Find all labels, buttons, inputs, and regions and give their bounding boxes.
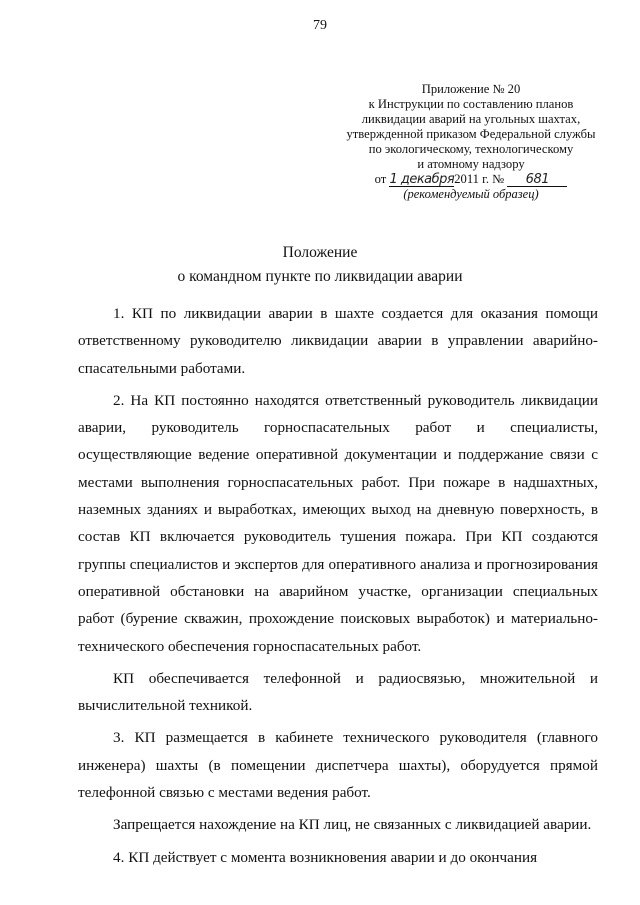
paragraph: Запрещается нахождение на КП лиц, не связанных с ликвидацией аварии. [113,816,592,834]
title-line-2: о командном пункте по ликвидации аварии [177,268,463,285]
paragraph: 3. КП размещается в кабинете технического руководителя (главного инженера) шахты (в помещении диспетчера шахты), оборудуется прямой телефонной связью с местами ведения работ. [78,729,598,802]
appendix-line: ликвидации аварий на угольных шахтах, [361,112,581,126]
paragraph: 2. На КП постоянно находятся ответственный руководитель ликвидации аварии, руководитель горноспасательных работ и специалисты, осуществляющие ведение оперативной документации и поддержание связи с местами выполнения горноспасательных работ. При пожаре в надшахтных, наземных зданиях и выработках, имеющих выход на дневную поверхность, в состав КП включается руководитель тушения пожара. При КП создаются группы специалистов и экспертов для оперативного анализа и прогнозирования оперативной обстановки на аварийном участке, организации специальных работ (бурение скважин, прохождение поисковых выработок) и материально-технического обеспечения горноспасательных работ. [78,391,598,655]
order-date-line [340,172,602,187]
sample-note: (рекомендуемый образец) [403,187,539,201]
paragraph: 1. КП по ликвидации аварии в шахте создается для оказания помощи ответственному руководителю ликвидации аварии в управлении аварийно-спасательными работами. [78,305,598,377]
appendix-line: Приложение № 20 [421,82,521,96]
appendix-line: по экологическому, технологическому [368,142,574,156]
paragraph: КП обеспечивается телефонной и радиосвязью, множительной и вычислительной техникой. [78,669,598,715]
page-number: 79 [313,18,327,33]
title-line-1: Положение [282,244,358,261]
date-prefix: от [374,172,387,186]
appendix-line: и атомному надзору [417,157,525,171]
appendix-line: к Инструкции по составлению планов [368,97,574,111]
date-year: 2011 г. № [454,172,505,186]
appendix-header [340,82,602,202]
handwritten-date: 1 декабря [389,172,455,187]
document-body [78,300,598,876]
appendix-line: утвержденной приказом Федеральной службы [346,127,596,141]
paragraph: 4. КП действует с момента возникновения аварии и до окончания [113,848,538,866]
document-title [0,241,640,289]
handwritten-order-number: 681 [507,173,567,187]
